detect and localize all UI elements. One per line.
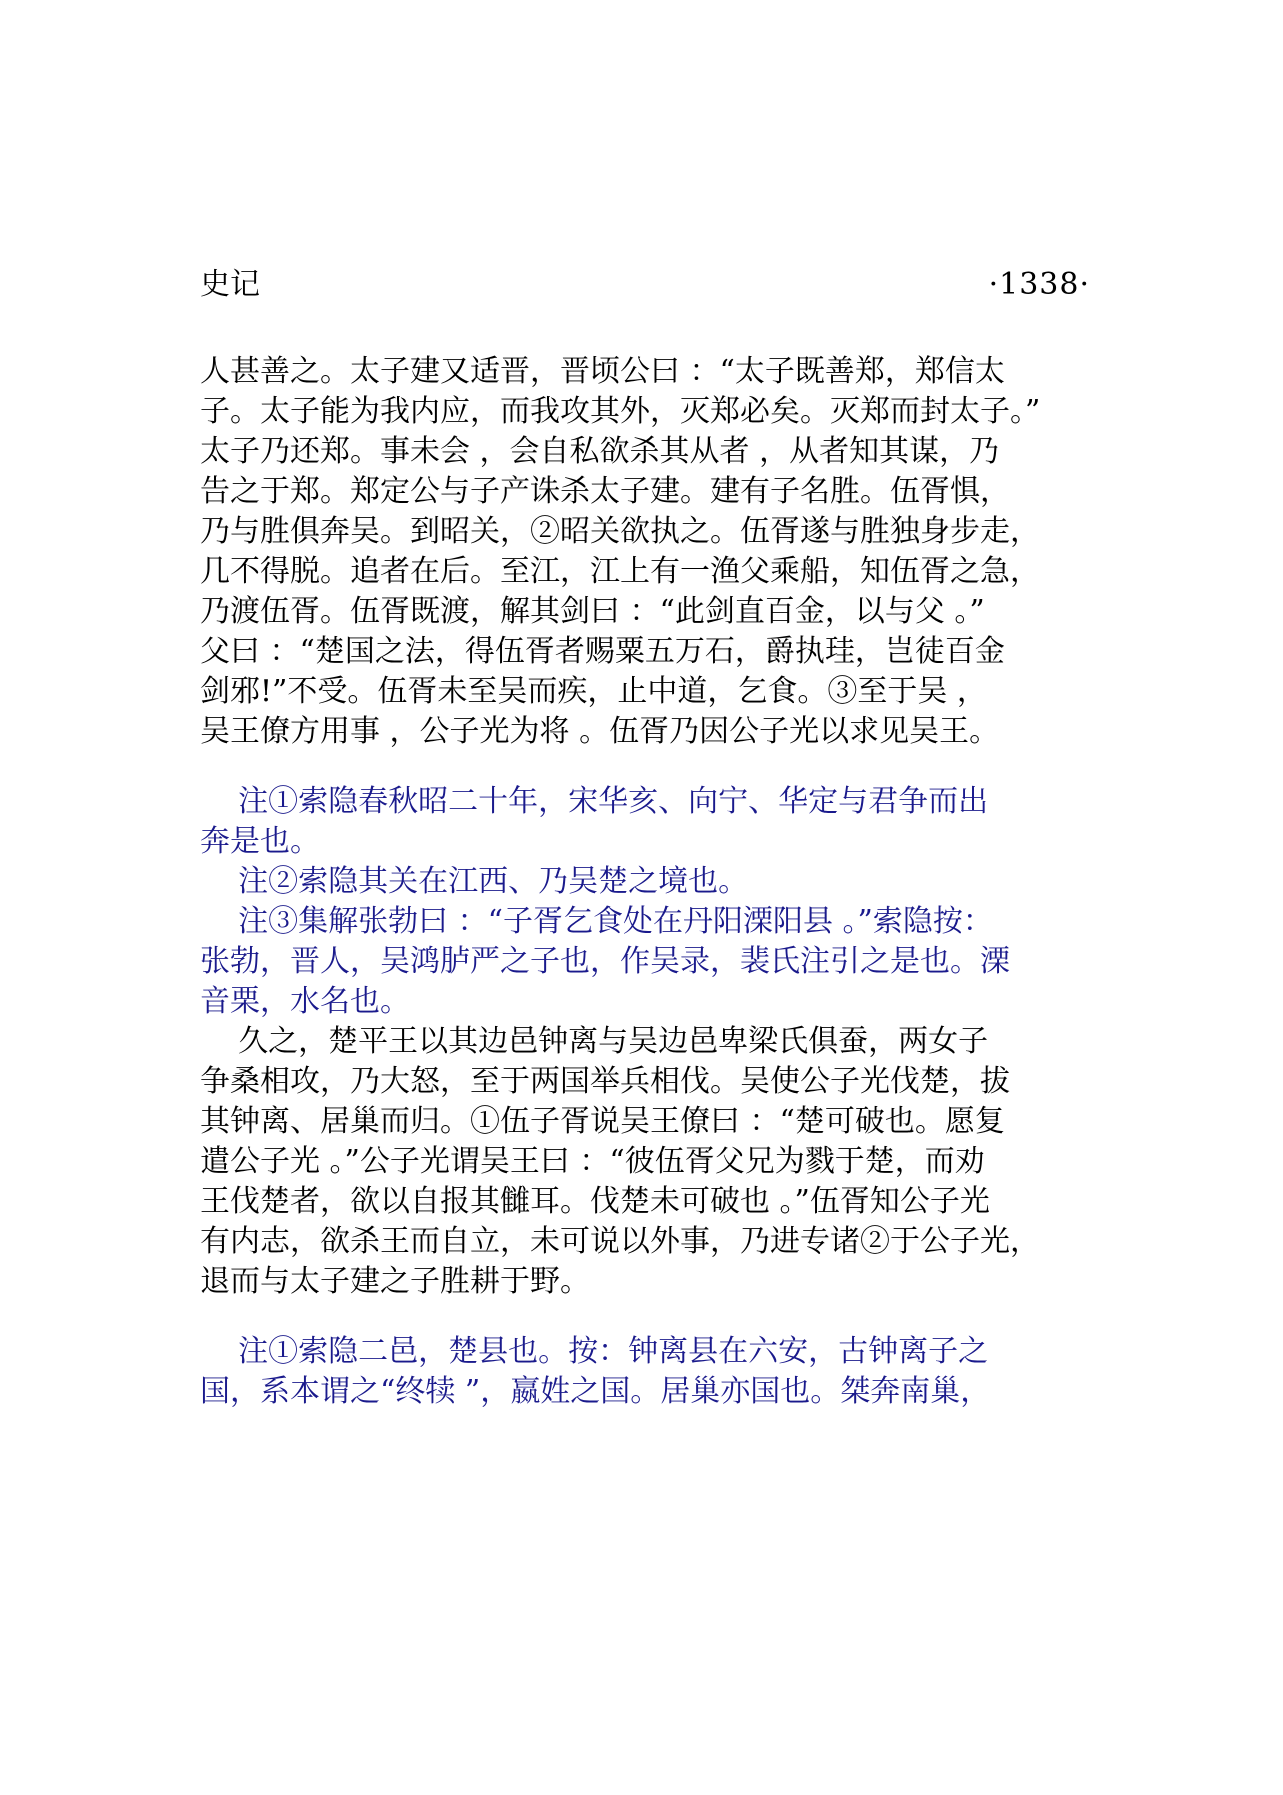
note-line: 注①索隐二邑，楚县也。按：钟离县在六安，古钟离子之 [200, 1334, 989, 1369]
text-line: 有内志，欲杀王而自立，未可说以外事，乃进专诸②于公子光， [200, 1224, 1040, 1259]
note-block [200, 1332, 1090, 1412]
text-line: 剑邪!”不受。伍胥未至吴而疾，止中道，乞食。③至于吴 ， [200, 674, 987, 709]
paragraph-gap [200, 752, 1090, 782]
note-line: 国，系本谓之“终犊 ”，嬴姓之国。居巢亦国也。桀奔南巢， [200, 1374, 991, 1409]
text-line: 几不得脱。追者在后。至江，江上有一渔父乘船，知伍胥之急， [200, 554, 1040, 589]
text-line: 告之于郑。郑定公与子产诛杀太子建。建有子名胜。伍胥惧， [200, 474, 1010, 509]
page-header [200, 265, 1090, 305]
page-number: ·1338· [988, 267, 1090, 302]
main-text-block [200, 1022, 1090, 1302]
text-line: 退而与太子建之子胜耕于野。 [200, 1264, 590, 1299]
text-line: 其钟离、居巢而归。①伍子胥说吴王僚曰 ：“楚可破也。愿复 [200, 1104, 1005, 1139]
text-line: 父曰 ：“楚国之法，得伍胥者赐粟五万石，爵执珪，岂徒百金 [200, 634, 1005, 669]
text-line: 久之，楚平王以其边邑钟离与吴边邑卑梁氏俱蚕，两女子 [200, 1024, 989, 1059]
text-line: 乃与胜俱奔吴。到昭关，②昭关欲执之。伍胥遂与胜独身步走， [200, 514, 1040, 549]
page-body [200, 352, 1090, 1412]
note-line: 张勃，晋人，吴鸿胪严之子也，作吴录，裴氏注引之是也。溧 [200, 944, 1010, 979]
note-line: 奔是也。 [200, 824, 320, 859]
main-text-block [200, 352, 1090, 752]
text-line: 太子乃还郑。事未会 ，会自私欲杀其从者 ，从者知其谋，乃 [200, 434, 1000, 469]
note-line: 音栗，水名也。 [200, 984, 410, 1019]
text-line: 子。太子能为我内应，而我攻其外，灭郑必矣。灭郑而封太子。” [200, 394, 1041, 429]
text-line: 遣公子光 。”公子光谓吴王曰 ：“彼伍胥父兄为戮于楚，而劝 [200, 1144, 985, 1179]
text-line: 人甚善之。太子建又适晋，晋顷公曰 ：“太子既善郑，郑信太 [200, 354, 1005, 389]
text-line: 争桑相攻，乃大怒，至于两国举兵相伐。吴使公子光伐楚，拔 [200, 1064, 1010, 1099]
paragraph-gap [200, 1302, 1090, 1332]
book-title: 史记 [200, 267, 260, 302]
text-line: 吴王僚方用事 ，公子光为将 。伍胥乃因公子光以求见吴王。 [200, 714, 1000, 749]
note-line: 注②索隐其关在江西、乃吴楚之境也。 [200, 864, 749, 899]
note-line: 注①索隐春秋昭二十年，宋华亥、向宁、华定与君争而出 [200, 784, 989, 819]
note-block [200, 782, 1090, 1022]
text-line: 乃渡伍胥。伍胥既渡，解其剑曰 ：“此剑直百金，以与父 。” [200, 594, 985, 629]
note-line: 注③集解张勃曰 ：“子胥乞食处在丹阳溧阳县 。”索隐按： [200, 904, 993, 939]
text-line: 王伐楚者，欲以自报其雠耳。伐楚未可破也 。”伍胥知公子光 [200, 1184, 990, 1219]
